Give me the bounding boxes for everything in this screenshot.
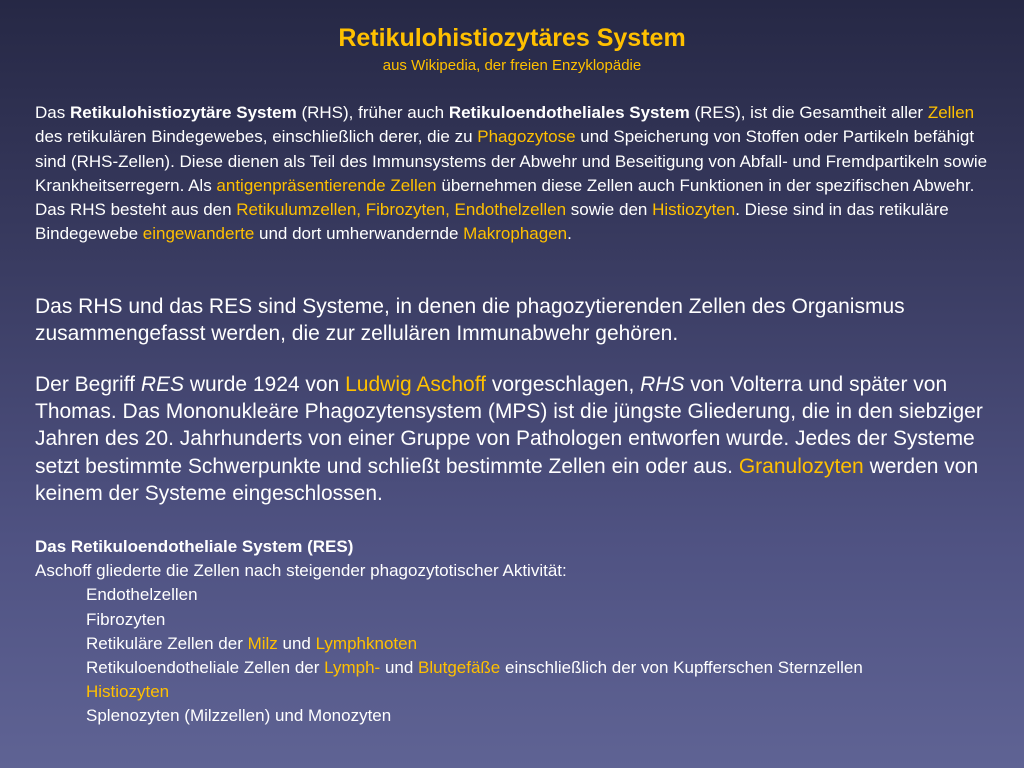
paragraph-systems: Das RHS und das RES sind Systeme, in denen die phagozytierenden Zellen des Organismus zusammengefasst werden, die zur zellulären Immunabwehr gehören. — [35, 295, 905, 346]
term-res: Retikuloendotheliales System — [448, 103, 690, 122]
link-ludwig-aschoff[interactable]: Ludwig Aschoff — [345, 373, 487, 396]
page-subtitle: aus Wikipedia, der freien Enzyklopädie — [382, 57, 642, 74]
text-fragment: von Volterra und später von Thomas. Das Mononukleäre Phagozytensystem (MPS) ist die jüngste Gliederung, die in den siebziger Jahren des 20. Jahrhunderts von einer Gruppe von Pathologen entworfen wurde. Jedes der Systeme setzt bestimmte Schwerpunkte und schließt bestimmte Zellen ein oder aus. — [35, 373, 983, 478]
text-fragment: Retikuloendotheliale Zellen der — [86, 658, 325, 678]
text-fragment: (RES), ist die Gesamtheit aller — [689, 103, 928, 122]
term-rhs-italic: RHS — [640, 373, 685, 396]
text-fragment: des retikulären Bindegewebes, einschließlich derer, die zu — [35, 127, 478, 147]
text-fragment: und dort umherwandernde — [254, 224, 464, 244]
text-fragment: Das — [35, 103, 70, 122]
list-item — [86, 632, 1005, 656]
link-retikulumzellen[interactable]: Retikulumzellen, Fibrozyten, Endothelzellen — [236, 200, 567, 220]
text-fragment: Das RHS besteht aus den — [35, 200, 237, 220]
text-fragment: vorgeschlagen, — [486, 373, 641, 396]
text-fragment: . — [567, 224, 572, 244]
link-milz[interactable]: Milz — [247, 633, 278, 653]
list-item — [86, 656, 1005, 680]
link-histiozyten[interactable]: Histiozyten — [652, 200, 736, 220]
list-item: Endothelzellen — [86, 585, 198, 605]
paragraph-history — [35, 371, 1010, 507]
list-item[interactable]: Histiozyten — [86, 682, 170, 702]
text-fragment: werden von keinem der Systeme eingeschlossen. — [35, 454, 979, 505]
link-eingewanderte[interactable]: eingewanderte — [142, 224, 255, 244]
term-res-italic: RES — [140, 373, 185, 396]
link-antigenpraesentierende-zellen[interactable]: antigenpräsentierende Zellen — [216, 175, 437, 195]
text-fragment: einschließlich der von Kupfferschen Sternzellen — [500, 658, 863, 678]
text-fragment: Der Begriff — [35, 373, 141, 396]
link-granulozyten[interactable]: Granulozyten — [738, 454, 864, 478]
text-fragment: Retikuläre Zellen der — [86, 633, 248, 653]
text-fragment: und Speicherung von Stoffen oder Partikeln befähigt sind (RHS-Zellen). Diese dienen als Teil des Immunsystems der Abwehr und Beseitigung von Abfall- und Fremdpartikeln sowie Krankheitserregern. Als — [35, 127, 988, 195]
res-list — [86, 583, 1005, 728]
text-fragment: und — [380, 658, 419, 678]
link-phagozytose[interactable]: Phagozytose — [477, 127, 576, 147]
text-fragment: übernehmen diese Zellen auch Funktionen in der spezifischen Abwehr. — [436, 175, 975, 195]
text-fragment: sowie den — [566, 200, 653, 220]
page-title: Retikulohistiozytäres System — [338, 24, 686, 52]
link-lymph[interactable]: Lymph- — [324, 658, 381, 678]
res-intro: Aschoff gliederte die Zellen nach steigender phagozytotischer Aktivität: — [35, 561, 567, 581]
text-fragment: . Diese sind in das retikuläre Bindegewebe — [35, 200, 949, 244]
list-item: Splenozyten (Milzzellen) und Monozyten — [86, 706, 392, 726]
text-fragment: wurde 1924 von — [184, 373, 346, 396]
text-fragment: und — [277, 633, 316, 653]
link-makrophagen[interactable]: Makrophagen — [463, 224, 568, 244]
link-zellen[interactable]: Zellen — [927, 103, 975, 122]
link-lymphknoten[interactable]: Lymphknoten — [315, 633, 418, 653]
paragraph-rhs-definition — [35, 101, 1005, 247]
link-blutgefaesse[interactable]: Blutgefäße — [418, 658, 501, 678]
res-section — [35, 535, 1005, 729]
res-heading: Das Retikuloendotheliale System (RES) — [35, 537, 354, 556]
term-rhs: Retikulohistiozytäre System — [69, 103, 297, 122]
list-item: Fibrozyten — [86, 609, 166, 629]
text-fragment: (RHS), früher auch — [296, 103, 449, 122]
